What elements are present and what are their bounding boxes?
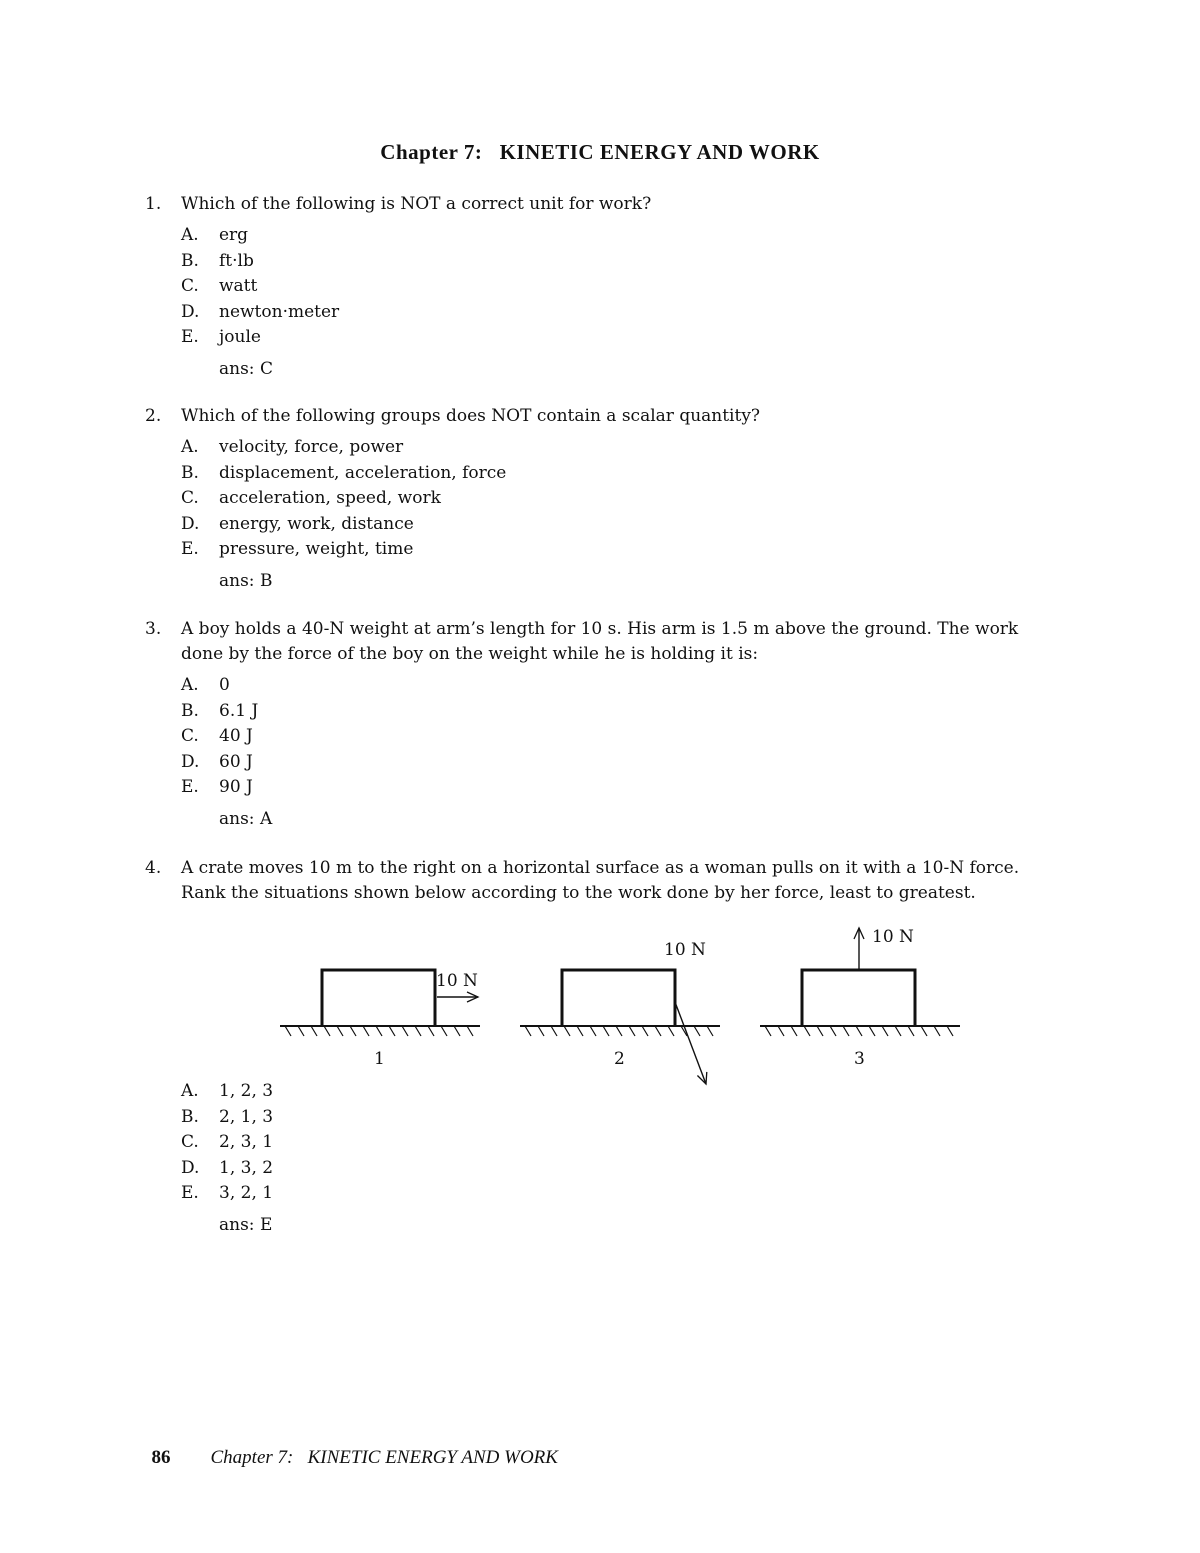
page-number: 86 (151, 1447, 171, 1468)
ground-hatch (285, 1026, 473, 1036)
question-number: 4. (145, 858, 162, 878)
option-letter: C. (181, 726, 199, 746)
running-title: Chapter 7: KINETIC ENERGY AND WORK (210, 1447, 558, 1468)
option-letter: B. (181, 700, 199, 721)
option-letter: C. (181, 276, 199, 296)
page-title: Chapter 7: KINETIC ENERGY AND WORK (380, 140, 820, 164)
option-letter: A. (181, 225, 199, 245)
option-e (181, 537, 1065, 563)
option-letter: D. (181, 1157, 200, 1178)
option-e (181, 775, 1065, 801)
option-text: 3, 2, 1 (219, 1183, 274, 1203)
crate (322, 970, 435, 1026)
option-letter: B. (181, 250, 199, 271)
option-a (181, 223, 1065, 249)
option-d (181, 300, 1065, 326)
option-letter: E. (181, 539, 199, 559)
option-text: joule (219, 327, 261, 347)
option-b (181, 461, 1065, 487)
option-d (181, 750, 1065, 776)
question-number: 1. (145, 194, 162, 214)
option-letter: B. (181, 462, 199, 483)
option-text: 90 J (219, 777, 253, 797)
option-a (181, 1079, 1065, 1105)
question-text: A boy holds a 40-N weight at arm’s length for 10 s. His arm is 1.5 m above the ground. The work done by the force of the boy on the weight while he is holding it is: (181, 619, 1019, 664)
panel-label: 2 (614, 1049, 625, 1069)
panel-1 (280, 970, 480, 1069)
option-list (181, 435, 1065, 563)
question-number: 3. (145, 619, 162, 639)
option-text: newton·meter (219, 301, 340, 322)
answer-key: ans: B (219, 570, 273, 591)
force-arrow-down-right (675, 1002, 706, 1084)
option-c (181, 1130, 1065, 1156)
option-list (181, 223, 1065, 351)
option-e (181, 325, 1065, 351)
crate (562, 970, 675, 1026)
option-b (181, 249, 1065, 275)
force-label: 10 N (664, 940, 706, 960)
panel-label: 1 (374, 1049, 385, 1069)
answer-key: ans: A (219, 808, 273, 829)
question-stem (145, 404, 1065, 429)
question-text: Which of the following is NOT a correct unit for work? (181, 194, 652, 214)
option-a (181, 673, 1065, 699)
question-2 (145, 404, 1065, 594)
page-footer (142, 1425, 558, 1469)
option-e (181, 1181, 1065, 1207)
question-4 (145, 856, 1065, 906)
option-text: displacement, acceleration, force (219, 462, 507, 483)
crate (802, 970, 915, 1026)
option-text: 0 (219, 675, 230, 695)
option-c (181, 486, 1065, 512)
answer-key: ans: C (219, 358, 273, 379)
option-text: acceleration, speed, work (219, 488, 441, 508)
option-text: watt (219, 276, 258, 296)
option-list (181, 1079, 1065, 1207)
ground-hatch (765, 1026, 953, 1036)
option-text: 1, 3, 2 (219, 1157, 274, 1178)
option-a (181, 435, 1065, 461)
question-stem (145, 617, 1065, 667)
panel-2 (520, 940, 720, 1084)
option-letter: D. (181, 301, 200, 322)
option-list (181, 673, 1065, 801)
option-letter: E. (181, 327, 199, 347)
option-c (181, 724, 1065, 750)
option-text: 60 J (219, 751, 253, 772)
option-letter: D. (181, 751, 200, 772)
option-text: 2, 3, 1 (219, 1132, 274, 1152)
question-4-options (145, 1079, 1065, 1238)
question-text: Which of the following groups does NOT contain a scalar quantity? (181, 406, 761, 426)
option-letter: D. (181, 513, 200, 534)
question-number: 2. (145, 406, 162, 426)
panel-label: 3 (854, 1049, 865, 1069)
question-3 (145, 617, 1065, 832)
option-text: 2, 1, 3 (219, 1106, 274, 1127)
option-text: pressure, weight, time (219, 539, 414, 559)
force-label: 10 N (872, 927, 914, 947)
option-b (181, 699, 1065, 725)
option-letter: A. (181, 1081, 199, 1101)
option-text: energy, work, distance (219, 513, 414, 534)
option-c (181, 274, 1065, 300)
option-letter: E. (181, 1183, 199, 1203)
question-text: A crate moves 10 m to the right on a horizontal surface as a woman pulls on it with a 10-N force. Rank the situations shown below according to the work done by her force, least to greatest. (181, 858, 1020, 903)
option-text: velocity, force, power (219, 437, 404, 457)
option-letter: E. (181, 777, 199, 797)
option-letter: A. (181, 437, 199, 457)
force-label: 10 N (436, 971, 478, 991)
option-d (181, 1156, 1065, 1182)
option-text: 40 J (219, 726, 253, 746)
answer-key: ans: E (219, 1214, 273, 1235)
option-letter: B. (181, 1106, 199, 1127)
crate-force-diagram (270, 920, 970, 1095)
question-stem (145, 192, 1065, 217)
option-text: erg (219, 225, 249, 245)
option-text: ft·lb (219, 250, 254, 271)
option-letter: A. (181, 675, 199, 695)
option-b (181, 1105, 1065, 1131)
option-text: 6.1 J (219, 700, 259, 721)
panel-3 (760, 927, 960, 1069)
option-letter: C. (181, 488, 199, 508)
question-1 (145, 192, 1065, 382)
option-text: 1, 2, 3 (219, 1081, 274, 1101)
question-stem (145, 856, 1065, 906)
option-d (181, 512, 1065, 538)
option-letter: C. (181, 1132, 199, 1152)
